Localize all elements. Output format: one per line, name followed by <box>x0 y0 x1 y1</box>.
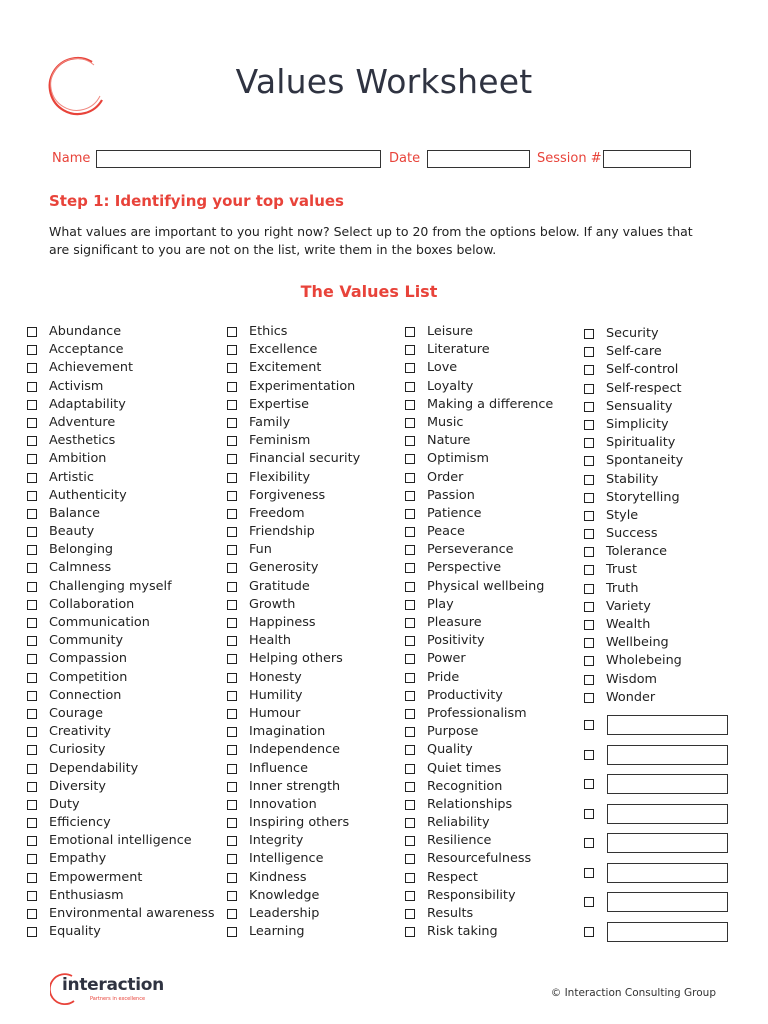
value-label: Curiosity <box>49 742 106 758</box>
value-label: Intelligence <box>249 851 324 867</box>
value-checkbox[interactable] <box>227 600 237 610</box>
custom-value-checkbox[interactable] <box>584 720 594 730</box>
value-checkbox[interactable] <box>27 545 37 555</box>
value-checkbox[interactable] <box>405 909 415 919</box>
value-checkbox[interactable] <box>584 493 594 503</box>
value-label: Stability <box>606 471 659 487</box>
value-label: Making a difference <box>427 396 554 412</box>
custom-value-input[interactable] <box>607 804 728 824</box>
value-label: Play <box>427 596 454 612</box>
value-checkbox[interactable] <box>227 709 237 719</box>
value-checkbox[interactable] <box>27 345 37 355</box>
value-label: Learning <box>249 924 305 940</box>
value-checkbox[interactable] <box>584 638 594 648</box>
value-checkbox[interactable] <box>584 602 594 612</box>
custom-value-checkbox[interactable] <box>584 779 594 789</box>
value-checkbox[interactable] <box>405 473 415 483</box>
value-checkbox[interactable] <box>227 400 237 410</box>
value-checkbox[interactable] <box>227 673 237 683</box>
value-label: Knowledge <box>249 887 320 903</box>
value-checkbox[interactable] <box>27 382 37 392</box>
value-checkbox[interactable] <box>405 836 415 846</box>
value-checkbox[interactable] <box>227 527 237 537</box>
value-label: Reliability <box>427 815 490 831</box>
value-label: Influence <box>249 760 308 776</box>
value-checkbox[interactable] <box>405 764 415 774</box>
custom-value-input[interactable] <box>607 774 728 794</box>
value-label: Creativity <box>49 724 111 740</box>
value-label: Trust <box>606 562 637 578</box>
value-label: Perspective <box>427 560 502 576</box>
custom-value-input[interactable] <box>607 892 728 912</box>
value-checkbox[interactable] <box>405 782 415 792</box>
value-checkbox[interactable] <box>405 691 415 701</box>
value-label: Excitement <box>249 360 322 376</box>
values-list-title: The Values List <box>300 282 438 301</box>
value-label: Storytelling <box>606 489 680 505</box>
value-label: Positivity <box>427 633 485 649</box>
value-checkbox[interactable] <box>405 545 415 555</box>
value-checkbox[interactable] <box>27 363 37 373</box>
value-checkbox[interactable] <box>27 654 37 664</box>
value-label: Excellence <box>249 342 318 358</box>
value-label: Environmental awareness <box>49 906 215 921</box>
value-checkbox[interactable] <box>584 402 594 412</box>
value-label: Generosity <box>249 560 319 576</box>
value-label: Success <box>606 526 658 542</box>
value-checkbox[interactable] <box>227 418 237 428</box>
value-checkbox[interactable] <box>584 420 594 430</box>
value-checkbox[interactable] <box>584 347 594 357</box>
value-checkbox[interactable] <box>584 547 594 557</box>
value-label: Pleasure <box>427 615 482 630</box>
value-label: Relationships <box>427 796 513 812</box>
value-label: Spirituality <box>606 435 676 451</box>
value-label: Recognition <box>427 778 503 794</box>
value-label: Literature <box>427 342 490 358</box>
value-checkbox[interactable] <box>227 636 237 646</box>
value-label: Power <box>427 651 466 667</box>
value-checkbox[interactable] <box>27 473 37 483</box>
value-checkbox[interactable] <box>405 436 415 446</box>
value-label: Quiet times <box>427 760 502 776</box>
custom-value-input[interactable] <box>607 922 728 942</box>
value-label: Independence <box>249 742 341 758</box>
value-label: Pride <box>427 669 460 685</box>
value-checkbox[interactable] <box>405 527 415 537</box>
value-checkbox[interactable] <box>584 329 594 339</box>
value-label: Health <box>249 633 292 649</box>
value-checkbox[interactable] <box>227 454 237 464</box>
custom-value-checkbox[interactable] <box>584 809 594 819</box>
value-checkbox[interactable] <box>227 818 237 828</box>
value-label: Style <box>606 507 639 523</box>
custom-value-input[interactable] <box>607 833 728 853</box>
value-label: Acceptance <box>49 342 124 358</box>
value-checkbox[interactable] <box>584 365 594 375</box>
value-checkbox[interactable] <box>27 563 37 573</box>
value-label: Compassion <box>49 651 128 667</box>
value-label: Diversity <box>49 778 106 794</box>
value-label: Variety <box>606 598 651 614</box>
value-label: Respect <box>427 869 478 885</box>
custom-value-input[interactable] <box>607 715 728 735</box>
value-label: Sensuality <box>606 398 673 414</box>
value-checkbox[interactable] <box>227 764 237 774</box>
custom-value-checkbox[interactable] <box>584 838 594 848</box>
value-label: Integrity <box>249 833 304 849</box>
value-label: Growth <box>249 596 296 612</box>
value-label: Leadership <box>249 906 320 921</box>
value-label: Passion <box>427 487 475 503</box>
value-label: Duty <box>49 796 80 812</box>
custom-value-input[interactable] <box>607 745 728 765</box>
value-label: Ambition <box>49 451 107 467</box>
value-checkbox[interactable] <box>584 511 594 521</box>
value-label: Communication <box>49 615 150 630</box>
name-label: Name <box>52 151 91 166</box>
value-checkbox[interactable] <box>227 873 237 883</box>
value-label: Purpose <box>427 724 479 740</box>
value-checkbox[interactable] <box>405 509 415 519</box>
value-label: Competition <box>49 669 128 685</box>
value-label: Achievement <box>49 360 134 376</box>
value-checkbox[interactable] <box>227 345 237 355</box>
value-label: Wealth <box>606 617 651 632</box>
value-checkbox[interactable] <box>405 382 415 392</box>
value-label: Wonder <box>606 689 656 705</box>
value-checkbox[interactable] <box>405 345 415 355</box>
value-checkbox[interactable] <box>227 782 237 792</box>
value-checkbox[interactable] <box>227 618 237 628</box>
custom-value-checkbox[interactable] <box>584 750 594 760</box>
value-checkbox[interactable] <box>584 584 594 594</box>
value-checkbox[interactable] <box>227 800 237 810</box>
value-checkbox[interactable] <box>227 491 237 501</box>
value-label: Belonging <box>49 542 114 558</box>
value-checkbox[interactable] <box>405 891 415 901</box>
value-checkbox[interactable] <box>405 854 415 864</box>
value-checkbox[interactable] <box>584 384 594 394</box>
value-checkbox[interactable] <box>405 582 415 592</box>
value-label: Wellbeing <box>606 635 669 651</box>
value-checkbox[interactable] <box>27 600 37 610</box>
value-label: Peace <box>427 524 465 540</box>
value-label: Empathy <box>49 851 107 867</box>
value-checkbox[interactable] <box>405 654 415 664</box>
value-label: Inner strength <box>249 778 341 794</box>
value-checkbox[interactable] <box>227 654 237 664</box>
value-label: Professionalism <box>427 705 527 721</box>
value-label: Patience <box>427 505 482 521</box>
value-label: Experimentation <box>249 378 356 394</box>
value-label: Love <box>427 360 458 376</box>
value-label: Productivity <box>427 687 503 703</box>
value-label: Spontaneity <box>606 453 684 469</box>
session-label: Session # <box>537 151 602 166</box>
value-checkbox[interactable] <box>405 363 415 373</box>
value-checkbox[interactable] <box>405 454 415 464</box>
value-label: Helping others <box>249 651 343 667</box>
value-label: Nature <box>427 433 471 449</box>
value-label: Friendship <box>249 524 315 540</box>
value-checkbox[interactable] <box>227 436 237 446</box>
value-label: Wisdom <box>606 671 658 687</box>
value-label: Self-respect <box>606 380 682 396</box>
step-intro: What values are important to you right now? Select up to 20 from the options below. If any values that are significant to you are not on the list, write them in the boxes below. <box>49 224 693 257</box>
value-checkbox[interactable] <box>584 620 594 630</box>
value-checkbox[interactable] <box>227 927 237 937</box>
value-label: Gratitude <box>249 578 310 594</box>
value-label: Inspiring others <box>249 815 350 831</box>
value-checkbox[interactable] <box>584 675 594 685</box>
value-checkbox[interactable] <box>405 800 415 810</box>
value-checkbox[interactable] <box>227 582 237 592</box>
value-checkbox[interactable] <box>27 418 37 428</box>
step-title: Step 1: Identifying your top values <box>49 192 344 210</box>
value-label: Leisure <box>427 324 473 339</box>
value-label: Music <box>427 414 464 430</box>
value-checkbox[interactable] <box>227 563 237 573</box>
date-label: Date <box>389 151 421 166</box>
page-title: Values Worksheet <box>235 62 533 101</box>
value-checkbox[interactable] <box>584 475 594 485</box>
value-checkbox[interactable] <box>27 400 37 410</box>
value-checkbox[interactable] <box>405 618 415 628</box>
value-checkbox[interactable] <box>27 745 37 755</box>
value-label: Equality <box>49 924 101 940</box>
value-checkbox[interactable] <box>405 673 415 683</box>
value-checkbox[interactable] <box>227 745 237 755</box>
value-label: Challenging myself <box>49 578 172 594</box>
session-field[interactable] <box>603 150 691 168</box>
value-checkbox[interactable] <box>584 438 594 448</box>
name-field[interactable] <box>96 150 381 168</box>
value-label: Activism <box>49 378 104 394</box>
custom-value-checkbox[interactable] <box>584 897 594 907</box>
value-checkbox[interactable] <box>227 473 237 483</box>
value-checkbox[interactable] <box>227 909 237 919</box>
value-checkbox[interactable] <box>584 693 594 703</box>
value-label: Quality <box>427 742 473 758</box>
value-checkbox[interactable] <box>27 891 37 901</box>
value-label: Responsibility <box>427 887 516 903</box>
value-checkbox[interactable] <box>27 509 37 519</box>
value-checkbox[interactable] <box>27 836 37 846</box>
value-checkbox[interactable] <box>27 491 37 501</box>
value-label: Results <box>427 906 474 921</box>
value-checkbox[interactable] <box>584 456 594 466</box>
value-label: Imagination <box>249 724 326 740</box>
value-label: Aesthetics <box>49 433 116 449</box>
value-label: Tolerance <box>606 544 668 560</box>
value-checkbox[interactable] <box>405 600 415 610</box>
value-label: Dependability <box>49 760 139 776</box>
value-label: Innovation <box>249 796 317 812</box>
value-checkbox[interactable] <box>405 727 415 737</box>
value-label: Efficiency <box>49 815 111 831</box>
value-checkbox[interactable] <box>27 709 37 719</box>
value-label: Community <box>49 633 124 649</box>
value-label: Humility <box>249 687 303 703</box>
value-label: Perseverance <box>427 542 514 558</box>
value-checkbox[interactable] <box>227 727 237 737</box>
value-checkbox[interactable] <box>405 636 415 646</box>
copyright: © Interaction Consulting Group <box>550 987 716 999</box>
value-checkbox[interactable] <box>27 727 37 737</box>
value-label: Expertise <box>249 396 310 412</box>
value-label: Adaptability <box>49 396 126 412</box>
value-checkbox[interactable] <box>27 854 37 864</box>
value-label: Wholebeing <box>606 653 682 669</box>
value-checkbox[interactable] <box>405 400 415 410</box>
value-label: Enthusiasm <box>49 887 124 903</box>
brand-name: interaction <box>62 975 164 995</box>
value-checkbox[interactable] <box>27 527 37 537</box>
value-checkbox[interactable] <box>227 854 237 864</box>
value-label: Loyalty <box>427 378 474 394</box>
value-checkbox[interactable] <box>227 327 237 337</box>
value-checkbox[interactable] <box>27 909 37 919</box>
value-label: Calmness <box>49 560 112 576</box>
value-checkbox[interactable] <box>227 691 237 701</box>
custom-value-checkbox[interactable] <box>584 868 594 878</box>
value-checkbox[interactable] <box>405 491 415 501</box>
value-label: Emotional intelligence <box>49 833 192 849</box>
value-checkbox[interactable] <box>584 656 594 666</box>
value-label: Freedom <box>249 505 305 521</box>
value-label: Self-control <box>606 362 679 378</box>
value-checkbox[interactable] <box>405 418 415 428</box>
value-label: Financial security <box>249 451 361 467</box>
value-label: Family <box>249 414 291 430</box>
value-checkbox[interactable] <box>27 436 37 446</box>
value-label: Honesty <box>249 669 302 685</box>
value-checkbox[interactable] <box>27 818 37 828</box>
brand-tagline: Partners in excellence <box>90 996 146 1002</box>
date-field[interactable] <box>427 150 530 168</box>
value-checkbox[interactable] <box>27 764 37 774</box>
value-checkbox[interactable] <box>227 509 237 519</box>
value-label: Resourcefulness <box>427 851 532 867</box>
value-label: Courage <box>49 705 103 721</box>
value-label: Resilience <box>427 833 492 849</box>
value-checkbox[interactable] <box>27 618 37 628</box>
value-checkbox[interactable] <box>405 745 415 755</box>
value-label: Humour <box>249 705 301 721</box>
value-checkbox[interactable] <box>27 636 37 646</box>
value-label: Collaboration <box>49 596 135 612</box>
value-label: Connection <box>49 687 122 703</box>
value-checkbox[interactable] <box>227 545 237 555</box>
custom-value-input[interactable] <box>607 863 728 883</box>
value-label: Physical wellbeing <box>427 578 545 594</box>
value-label: Beauty <box>49 524 95 540</box>
value-checkbox[interactable] <box>227 382 237 392</box>
value-label: Truth <box>606 580 639 596</box>
value-label: Abundance <box>49 324 122 339</box>
value-label: Balance <box>49 505 101 521</box>
value-checkbox[interactable] <box>405 818 415 828</box>
value-checkbox[interactable] <box>405 327 415 337</box>
value-label: Fun <box>249 542 272 558</box>
value-label: Authenticity <box>49 487 127 503</box>
value-checkbox[interactable] <box>227 363 237 373</box>
value-checkbox[interactable] <box>584 529 594 539</box>
value-checkbox[interactable] <box>27 673 37 683</box>
value-label: Artistic <box>49 469 94 485</box>
value-checkbox[interactable] <box>27 927 37 937</box>
value-checkbox[interactable] <box>405 927 415 937</box>
value-checkbox[interactable] <box>27 782 37 792</box>
value-label: Flexibility <box>249 469 311 485</box>
value-checkbox[interactable] <box>27 691 37 701</box>
value-checkbox[interactable] <box>27 454 37 464</box>
value-label: Risk taking <box>427 924 498 940</box>
value-checkbox[interactable] <box>27 327 37 337</box>
value-label: Simplicity <box>606 416 669 432</box>
custom-value-checkbox[interactable] <box>584 927 594 937</box>
value-label: Security <box>606 326 659 341</box>
value-checkbox[interactable] <box>227 891 237 901</box>
value-checkbox[interactable] <box>27 800 37 810</box>
value-label: Feminism <box>249 433 311 449</box>
value-checkbox[interactable] <box>405 563 415 573</box>
value-checkbox[interactable] <box>27 873 37 883</box>
value-label: Ethics <box>249 324 288 339</box>
value-label: Forgiveness <box>249 487 326 503</box>
value-label: Self-care <box>606 344 662 360</box>
value-checkbox[interactable] <box>405 709 415 719</box>
value-checkbox[interactable] <box>27 582 37 592</box>
value-checkbox[interactable] <box>405 873 415 883</box>
value-checkbox[interactable] <box>227 836 237 846</box>
value-label: Kindness <box>249 869 307 885</box>
value-label: Adventure <box>49 414 116 430</box>
value-checkbox[interactable] <box>584 565 594 575</box>
value-label: Order <box>427 469 464 485</box>
value-label: Empowerment <box>49 869 143 885</box>
value-label: Optimism <box>427 451 489 467</box>
value-label: Happiness <box>249 615 316 630</box>
